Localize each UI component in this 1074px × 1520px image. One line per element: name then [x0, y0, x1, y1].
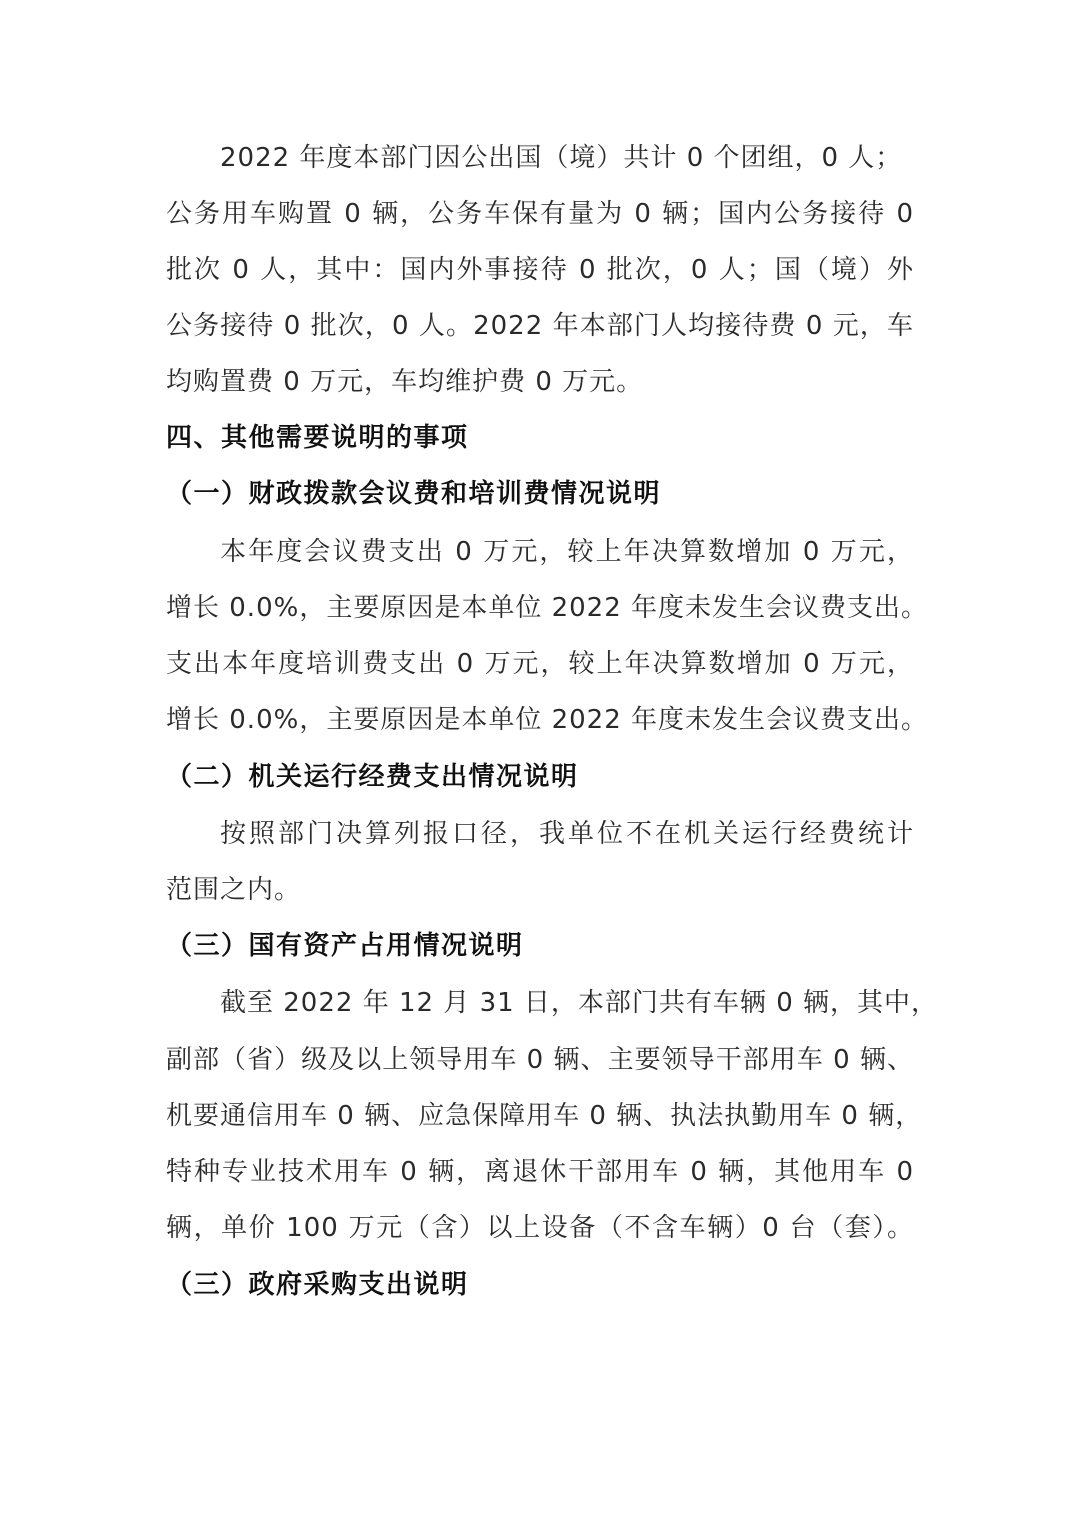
- paragraph-line: 支出本年度培训费支出 0 万元，较上年决算数增加 0 万元，: [166, 649, 914, 679]
- paragraph-line: 本年度会议费支出 0 万元，较上年决算数增加 0 万元，: [220, 537, 914, 567]
- subsection-heading: （二）机关运行经费支出情况说明: [166, 762, 579, 792]
- paragraph-line: 辆，单价 100 万元（含）以上设备（不含车辆）0 台（套）。: [166, 1213, 914, 1243]
- paragraph-line: 副部（省）级及以上领导用车 0 辆、主要领导干部用车 0 辆、: [166, 1045, 914, 1075]
- subsection-heading: （三）国有资产占用情况说明: [166, 931, 524, 961]
- paragraph-line: 按照部门决算列报口径，我单位不在机关运行经费统计: [220, 819, 914, 849]
- paragraph-line: 机要通信用车 0 辆、应急保障用车 0 辆、执法执勤用车 0 辆，: [166, 1101, 923, 1131]
- paragraph-line: 公务用车购置 0 辆，公务车保有量为 0 辆；国内公务接待 0: [166, 199, 914, 229]
- subsection-heading: （一）财政拨款会议费和培训费情况说明: [166, 479, 662, 509]
- paragraph-line: 批次 0 人，其中：国内外事接待 0 批次，0 人；国（境）外: [166, 255, 914, 285]
- paragraph-line: 公务接待 0 批次，0 人。2022 年本部门人均接待费 0 元，车: [166, 311, 914, 341]
- section-heading: 四、其他需要说明的事项: [166, 423, 469, 453]
- paragraph-line: 增长 0.0%，主要原因是本单位 2022 年度未发生会议费支出。: [166, 593, 929, 623]
- paragraph-line: 均购置费 0 万元，车均维护费 0 万元。: [166, 367, 644, 397]
- paragraph-line: 增长 0.0%，主要原因是本单位 2022 年度未发生会议费支出。: [166, 705, 929, 735]
- paragraph-line: 范围之内。: [166, 875, 302, 905]
- paragraph-line: 截至 2022 年 12 月 31 日，本部门共有车辆 0 辆，其中，: [220, 988, 938, 1018]
- subsection-heading: （三）政府采购支出说明: [166, 1270, 469, 1300]
- paragraph-line: 特种专业技术用车 0 辆，离退休干部用车 0 辆，其他用车 0: [166, 1157, 914, 1187]
- paragraph-line: 2022 年度本部门因公出国（境）共计 0 个团组，0 人；: [220, 143, 903, 173]
